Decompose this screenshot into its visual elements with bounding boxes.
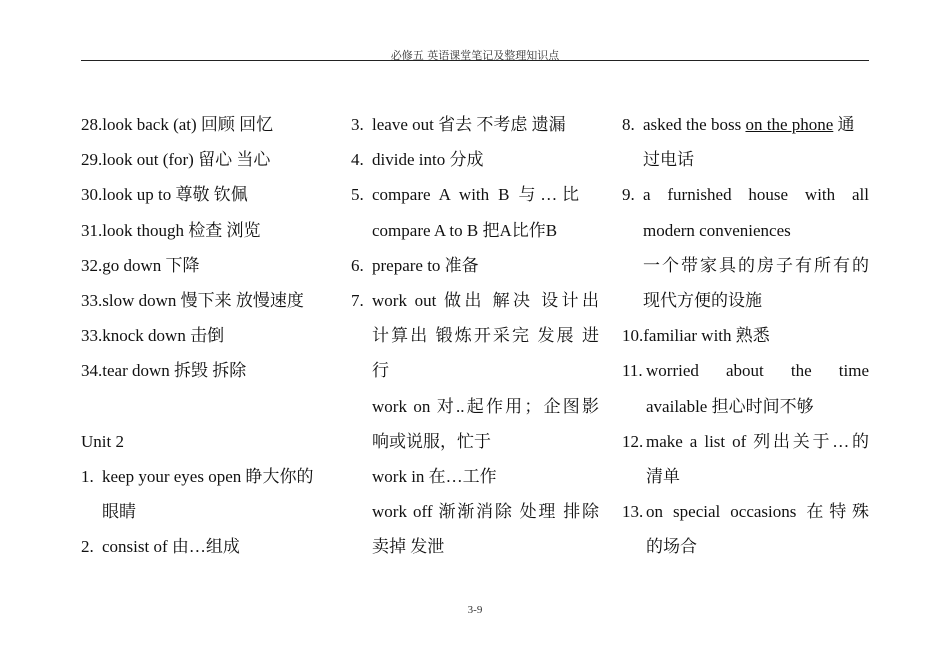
item-text: prepare to 准备 xyxy=(372,255,479,275)
item-number: 12. xyxy=(622,431,644,451)
item-number: 8. xyxy=(622,115,635,134)
phrase-line: 32.go down 下降 xyxy=(81,255,200,275)
item-number: 7. xyxy=(351,290,364,310)
phrase-line: 31.look though 检查 浏览 xyxy=(81,220,261,240)
blank-line xyxy=(81,389,343,424)
phrase-line: 29.look out (for) 留心 当心 xyxy=(81,150,271,170)
list-item xyxy=(622,177,869,318)
item-number: 3. xyxy=(351,115,364,134)
item-text-justified: compare A with B 与…比 xyxy=(372,185,579,205)
item-text: 现代方便的设施 xyxy=(643,290,762,310)
item-text-justified: 计算出 锻炼开采完 发展 进 xyxy=(372,326,599,346)
item-number: 10. xyxy=(622,326,644,346)
item-text xyxy=(643,248,869,283)
item-text xyxy=(372,389,599,424)
item-number: 11. xyxy=(622,361,643,381)
item-text-start: asked the boss xyxy=(643,115,746,134)
item-number: 9. xyxy=(622,185,635,205)
item-text xyxy=(643,107,869,142)
item-text xyxy=(646,424,869,459)
list-item xyxy=(351,107,599,142)
item-text: modern conveniences xyxy=(643,220,791,240)
list-item xyxy=(351,177,599,247)
item-text xyxy=(372,494,599,529)
item-text: 的场合 xyxy=(646,537,697,557)
item-number: 2. xyxy=(81,537,94,557)
list-item xyxy=(622,494,869,564)
item-number: 13. xyxy=(622,502,644,522)
underlined-phrase: on the phone xyxy=(745,115,834,134)
phrase-line: 30.look up to 尊敬 钦佩 xyxy=(81,185,248,205)
item-text: compare A to B 把A比作B xyxy=(372,220,558,240)
list-item xyxy=(622,107,869,177)
item-text xyxy=(372,318,599,353)
item-text xyxy=(646,494,869,529)
list-item xyxy=(622,318,869,353)
item-text: 响或说服，忙于 xyxy=(372,431,491,451)
item-text: familiar with 熟悉 xyxy=(643,326,770,346)
item-number: 6. xyxy=(351,255,364,275)
item-text-justified: on special occasions 在特殊 xyxy=(646,502,869,522)
list-item xyxy=(351,283,599,318)
list-item xyxy=(351,142,599,177)
item-text: 清单 xyxy=(646,466,680,486)
phrase-line: 33.slow down 慢下来 放慢速度 xyxy=(81,290,304,310)
page-number: 3-9 xyxy=(467,604,483,616)
item-text: divide into 分成 xyxy=(372,150,484,170)
item-text-justified: worried about the time xyxy=(646,361,869,381)
list-item xyxy=(81,529,343,564)
item-text-justified: work on 对..起作用；企图影 xyxy=(372,396,599,416)
phrase-line: 28.look back (at) 回顾 回忆 xyxy=(81,115,274,134)
header-divider xyxy=(81,60,869,61)
column-2 xyxy=(351,107,599,565)
unit-heading: Unit 2 xyxy=(81,431,124,451)
item-text-justified: a furnished house with all xyxy=(643,185,869,205)
item-text xyxy=(646,353,869,388)
item-text-justified: work off 渐渐消除 处理 排除 xyxy=(372,502,599,522)
list-item xyxy=(622,424,869,494)
column-3 xyxy=(622,107,869,564)
item-number: 1. xyxy=(81,466,94,486)
item-text xyxy=(372,283,599,318)
page-header-title: 必修五 英语课堂笔记及整理知识点 xyxy=(390,49,560,62)
item-text: 过电话 xyxy=(643,150,694,170)
item-text: keep your eyes open 睁大你的 xyxy=(102,466,314,486)
list-item xyxy=(81,459,343,529)
phrase-line: 33.knock down 击倒 xyxy=(81,326,225,346)
item-text: 眼睛 xyxy=(102,502,136,522)
item-number: 4. xyxy=(351,150,364,170)
item-text: leave out 省去 不考虑 遗漏 xyxy=(372,115,566,134)
item-text: 卖掉 发泄 xyxy=(372,537,445,557)
phrase-line: 34.tear down 拆毁 拆除 xyxy=(81,361,247,381)
item-text xyxy=(643,177,869,212)
item-text: available 担心时间不够 xyxy=(646,396,814,416)
item-text xyxy=(372,177,579,212)
item-text: consist of 由…组成 xyxy=(102,537,240,557)
item-text-end: 通 xyxy=(833,115,855,134)
column-1 xyxy=(81,107,343,564)
item-text-justified: work out 做出 解决 设计出 xyxy=(372,290,599,310)
item-text: 行 xyxy=(372,361,389,381)
list-item xyxy=(351,248,599,283)
item-text-justified: make a list of 列出关于…的 xyxy=(646,431,869,451)
item-number: 5. xyxy=(351,185,364,205)
item-text-justified: 一个带家具的房子有所有的 xyxy=(643,255,869,275)
list-item xyxy=(622,353,869,423)
item-text: work in 在…工作 xyxy=(372,466,497,486)
